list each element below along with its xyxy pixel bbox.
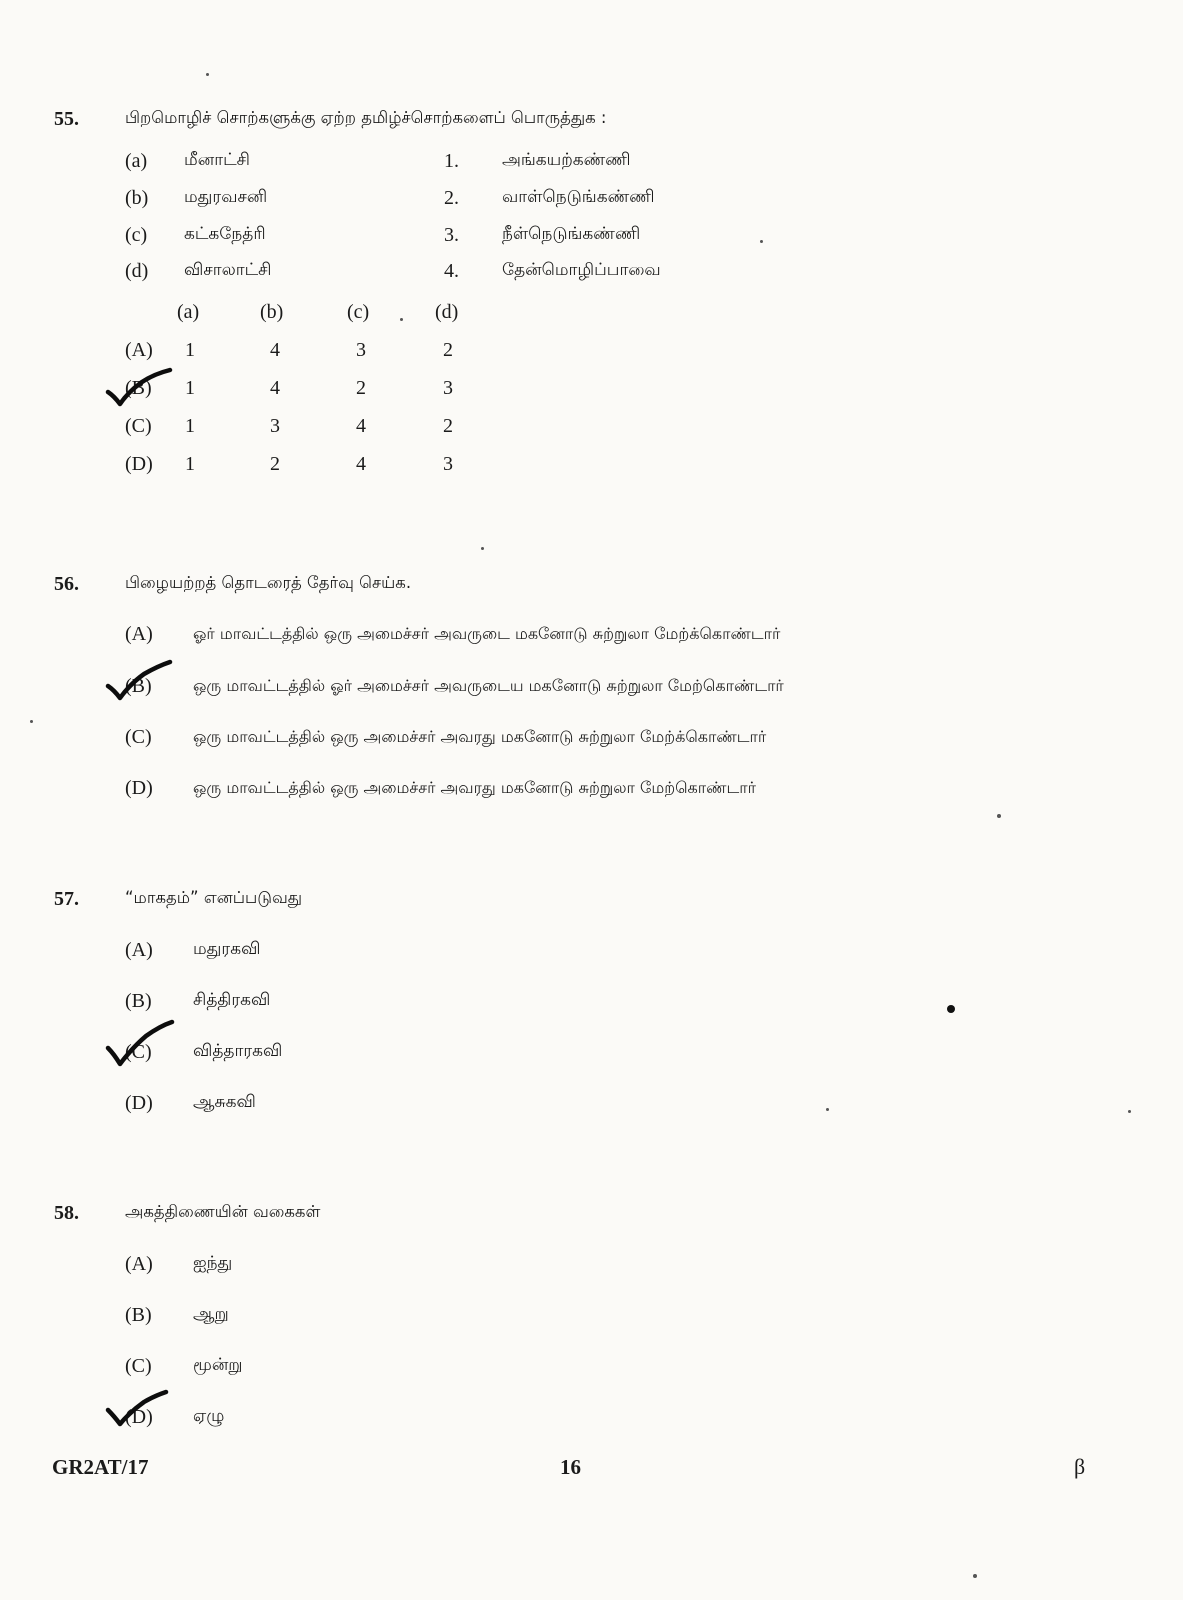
scan-speck [30, 720, 33, 723]
option-value: 3 [443, 453, 453, 475]
option-label: (D) [125, 453, 153, 475]
option-label: (A) [125, 339, 153, 361]
match-right-number: 1. [444, 150, 459, 172]
option-text: ஆறு [193, 1304, 229, 1324]
scan-speck [947, 1005, 955, 1013]
option-text: மதுரகவி [193, 939, 261, 959]
scan-speck [400, 318, 403, 321]
option-value: 2 [356, 377, 366, 399]
option-value: 4 [356, 415, 366, 437]
scan-speck [973, 1574, 977, 1578]
option-value: 2 [443, 339, 453, 361]
table-header: (c) [347, 301, 370, 323]
option-label: (D) [125, 1406, 153, 1428]
option-label: (A) [125, 1253, 153, 1275]
match-left-label: (c) [125, 224, 148, 246]
scan-speck [1128, 1110, 1131, 1113]
option-label: (C) [125, 415, 152, 437]
option-text: ஐந்து [193, 1253, 233, 1273]
match-right-term: நீள்நெடுங்கண்ணி [502, 224, 641, 244]
option-value: 2 [270, 453, 280, 475]
option-value: 1 [185, 415, 195, 437]
question-number: 58. [54, 1202, 79, 1224]
option-text: ஓர் மாவட்டத்தில் ஒரு அமைச்சர் அவருடை மகனோடு சுற்றுலா மேற்க்கொண்டார் [193, 624, 781, 643]
version-symbol: β [1074, 1454, 1086, 1479]
option-label: (B) [125, 377, 152, 399]
option-label: (B) [125, 990, 152, 1012]
match-left-label: (d) [125, 260, 149, 282]
option-label: (A) [125, 939, 153, 961]
table-header: (a) [177, 301, 200, 323]
question-number: 56. [54, 573, 79, 595]
match-left-term: மீனாட்சி [184, 150, 250, 170]
match-right-term: தேன்மொழிப்பாவை [502, 260, 661, 280]
option-text: ஒரு மாவட்டத்தில் ஒரு அமைச்சர் அவரது மகனோடு சுற்றுலா மேற்க்கொண்டார் [193, 727, 767, 746]
match-right-number: 2. [444, 187, 459, 209]
option-text: சித்திரகவி [193, 990, 271, 1010]
match-right-term: அங்கயற்கண்ணி [502, 150, 631, 170]
checkmark-icon [104, 1392, 184, 1437]
scan-speck [206, 73, 209, 76]
scan-speck [760, 240, 763, 243]
option-value: 1 [185, 453, 195, 475]
question-stem: “மாகதம்” எனப்படுவது [125, 888, 303, 907]
checkmark-icon [104, 1022, 184, 1067]
option-label: (A) [125, 623, 153, 645]
option-label: (B) [125, 675, 152, 697]
option-value: 3 [356, 339, 366, 361]
scan-speck [481, 547, 484, 550]
match-left-label: (b) [125, 187, 149, 209]
table-header: (b) [260, 301, 284, 323]
question-stem: பிழையற்றத் தொடரைத் தேர்வு செய்க. [125, 573, 412, 592]
question-number: 57. [54, 888, 79, 910]
option-label: (D) [125, 1092, 153, 1114]
option-label: (C) [125, 726, 152, 748]
option-value: 2 [443, 415, 453, 437]
question-number: 55. [54, 108, 79, 130]
checkmark-icon [104, 368, 184, 413]
option-text: வித்தாரகவி [193, 1041, 283, 1061]
option-value: 1 [185, 377, 195, 399]
option-label: (C) [125, 1355, 152, 1377]
option-text: ஒரு மாவட்டத்தில் ஓர் அமைச்சர் அவருடைய மகனோடு சுற்றுலா மேற்கொண்டார் [193, 676, 784, 695]
paper-code: GR2AT/17 [52, 1455, 149, 1479]
match-right-number: 3. [444, 224, 459, 246]
match-left-term: மதுரவசனி [184, 187, 268, 207]
table-header: (d) [435, 301, 459, 323]
question-stem: அகத்திணையின் வகைகள் [125, 1202, 321, 1221]
option-value: 4 [356, 453, 366, 475]
option-text: ஏழு [193, 1406, 225, 1426]
option-value: 3 [443, 377, 453, 399]
page-number: 16 [560, 1455, 581, 1479]
match-right-term: வாள்நெடுங்கண்ணி [502, 187, 655, 207]
option-value: 1 [185, 339, 195, 361]
option-value: 4 [270, 377, 280, 399]
option-label: (C) [125, 1041, 152, 1063]
checkmark-icon [104, 660, 184, 705]
option-text: ஆசுகவி [193, 1092, 256, 1112]
option-value: 4 [270, 339, 280, 361]
option-value: 3 [270, 415, 280, 437]
option-text: ஒரு மாவட்டத்தில் ஒரு அமைச்சர் அவரது மகனோடு சுற்றுலா மேற்கொண்டார் [193, 778, 756, 797]
match-left-label: (a) [125, 150, 148, 172]
option-label: (B) [125, 1304, 152, 1326]
match-left-term: விசாலாட்சி [184, 260, 272, 280]
scan-speck [997, 814, 1001, 818]
option-label: (D) [125, 777, 153, 799]
scan-speck [826, 1108, 829, 1111]
match-right-number: 4. [444, 260, 459, 282]
option-text: மூன்று [193, 1355, 243, 1375]
match-left-term: கட்கநேத்ரி [184, 224, 266, 244]
question-stem: பிறமொழிச் சொற்களுக்கு ஏற்ற தமிழ்ச்சொற்களைப் பொருத்துக : [125, 108, 607, 127]
